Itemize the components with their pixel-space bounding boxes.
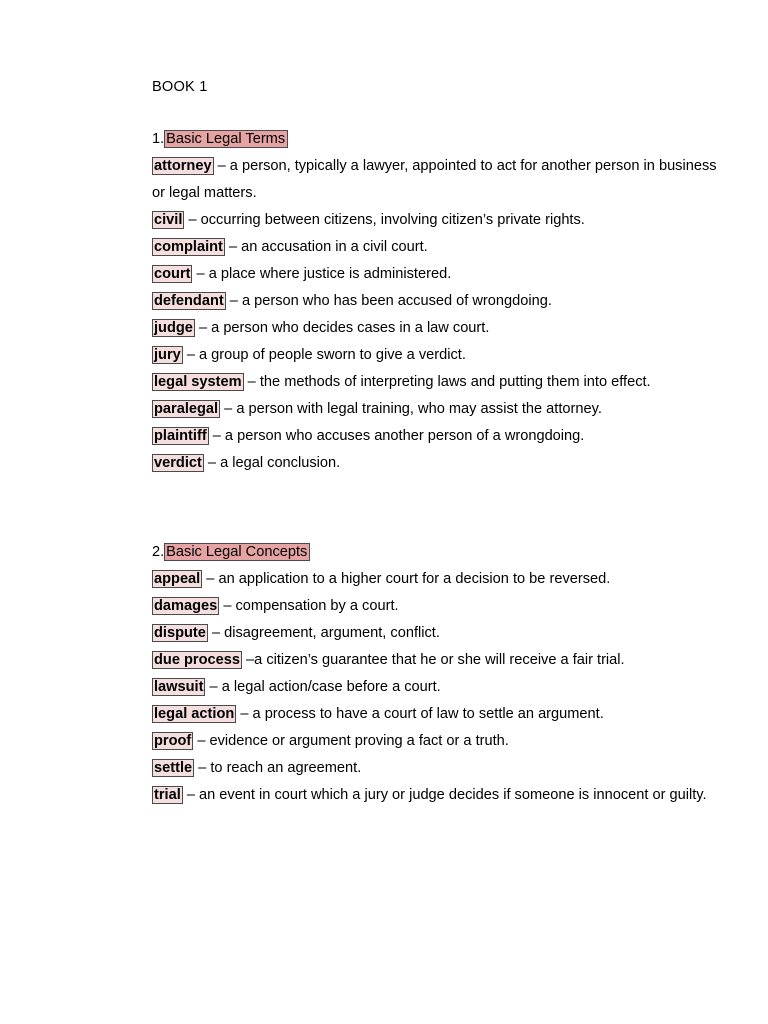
glossary-definition: – a group of people sworn to give a verdict. [182, 347, 466, 363]
glossary-term: defendant [154, 293, 224, 309]
glossary-definition: – an accusation in a civil court. [224, 239, 428, 255]
book-title: BOOK 1 [152, 79, 208, 95]
section-basic-legal-terms [152, 126, 732, 477]
glossary-term: attorney [154, 158, 212, 174]
section-number: 1. [152, 131, 165, 147]
glossary-entry [152, 566, 732, 593]
glossary-entry [152, 288, 732, 315]
glossary-entry [152, 423, 732, 450]
glossary-entry [152, 234, 732, 261]
glossary-term: dispute [154, 625, 206, 641]
glossary-term: jury [154, 347, 181, 363]
glossary-entry [152, 396, 732, 423]
glossary-term: legal action [154, 706, 235, 722]
glossary-entry [152, 755, 732, 782]
glossary-entry [152, 620, 732, 647]
glossary-term: settle [154, 760, 193, 776]
glossary-definition: – a person, typically a lawyer, appointed to act for another person in business or legal matters. [152, 158, 717, 201]
glossary-entry [152, 593, 732, 620]
glossary-entry [152, 261, 732, 288]
glossary-definition: – a legal conclusion. [203, 455, 341, 471]
glossary-definition: – a person with legal training, who may assist the attorney. [220, 401, 602, 417]
glossary-entry [152, 207, 732, 234]
section-heading-text: Basic Legal Terms [164, 130, 288, 148]
glossary-entry [152, 342, 732, 369]
glossary-term: judge [154, 320, 193, 336]
document-page [152, 74, 732, 809]
glossary-definition: –a citizen’s guarantee that he or she will receive a fair trial. [241, 652, 625, 668]
glossary-definition: – a place where justice is administered. [192, 266, 452, 282]
glossary-term: trial [154, 787, 181, 803]
section-basic-legal-concepts [152, 539, 732, 809]
glossary-definition: – a person who has been accused of wrongdoing. [225, 293, 552, 309]
glossary-entry [152, 701, 732, 728]
glossary-entry [152, 728, 732, 755]
glossary-term: verdict [154, 455, 202, 471]
glossary-term: proof [154, 733, 192, 749]
glossary-term: paralegal [154, 401, 219, 417]
section-number: 2. [152, 544, 165, 560]
glossary-definition: – an application to a higher court for a decision to be reversed. [202, 571, 611, 587]
glossary-definition: – a person who accuses another person of a wrongdoing. [208, 428, 585, 444]
glossary-entry [152, 674, 732, 701]
glossary-definition: – to reach an agreement. [194, 760, 362, 776]
section-heading-text: Basic Legal Concepts [164, 543, 310, 561]
glossary-definition: – the methods of interpreting laws and putting them into effect. [243, 374, 651, 390]
glossary-definition: – a process to have a court of law to settle an argument. [236, 706, 604, 722]
section-heading [152, 126, 732, 153]
glossary-entry [152, 369, 732, 396]
glossary-entry [152, 782, 732, 809]
glossary-term: complaint [154, 239, 223, 255]
glossary-definition: – compensation by a court. [219, 598, 399, 614]
glossary-term: court [154, 266, 191, 282]
glossary-definition: – disagreement, argument, conflict. [207, 625, 440, 641]
glossary-term: damages [154, 598, 218, 614]
glossary-definition: – a legal action/case before a court. [205, 679, 441, 695]
section-heading [152, 539, 732, 566]
glossary-entry [152, 450, 732, 477]
glossary-term: due process [154, 652, 240, 668]
glossary-term: appeal [154, 571, 201, 587]
glossary-entry [152, 647, 732, 674]
glossary-definition: – an event in court which a jury or judge decides if someone is innocent or guilty. [182, 787, 707, 803]
glossary-entry [152, 315, 732, 342]
glossary-definition: – evidence or argument proving a fact or a truth. [193, 733, 509, 749]
glossary-term: lawsuit [154, 679, 204, 695]
glossary-term: legal system [154, 374, 242, 390]
glossary-term: plaintiff [154, 428, 207, 444]
glossary-definition: – a person who decides cases in a law court. [194, 320, 490, 336]
glossary-definition: – occurring between citizens, involving citizen’s private rights. [184, 212, 585, 228]
glossary-entry [152, 153, 732, 207]
glossary-term: civil [154, 212, 183, 228]
